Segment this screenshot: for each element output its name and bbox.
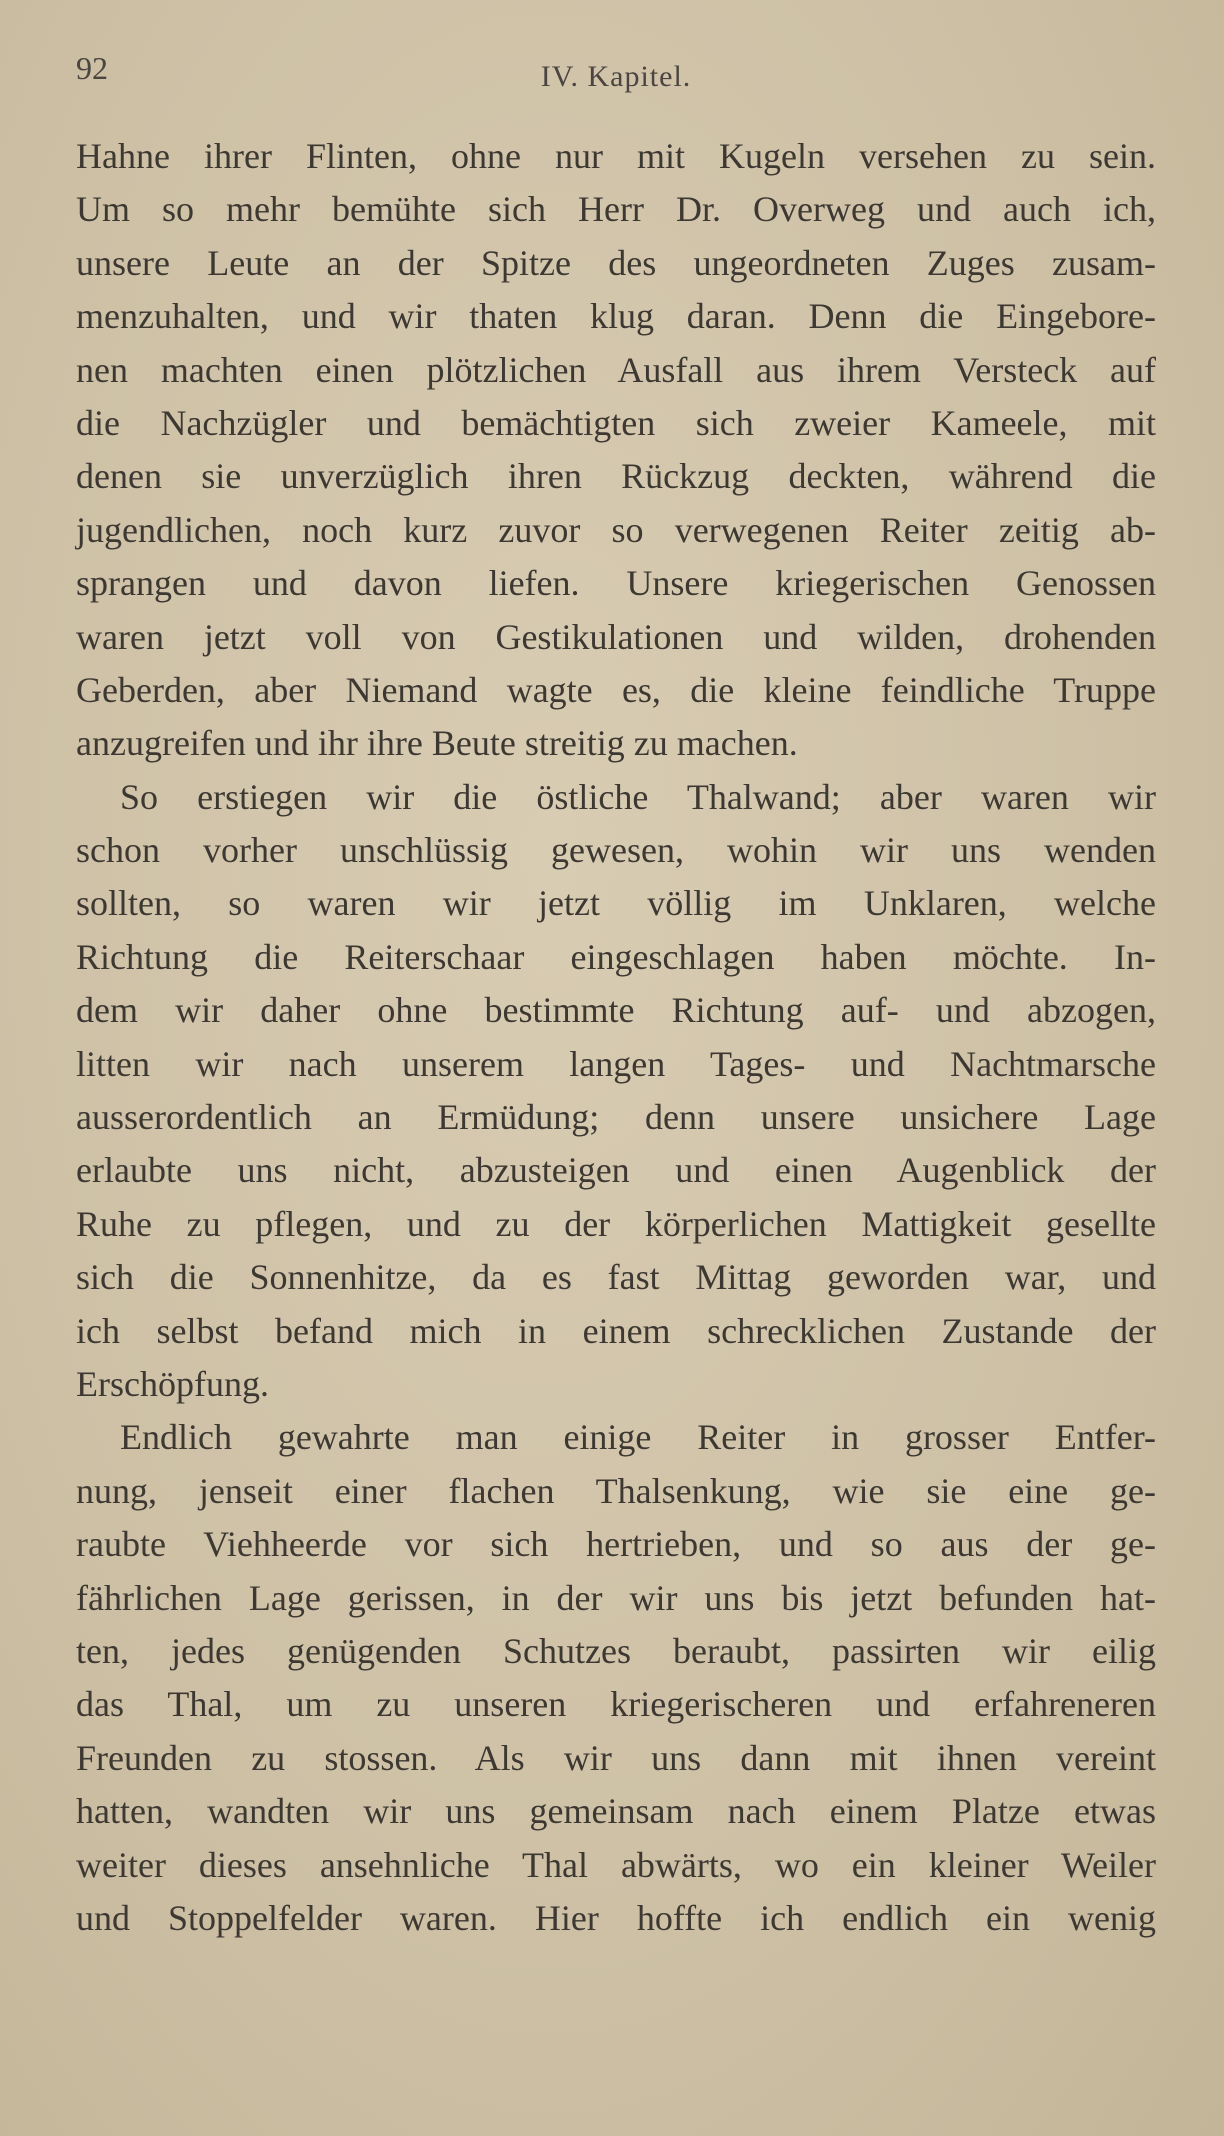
text-line: hatten, wandten wir uns gemeinsam nach einem Platze etwas (76, 1791, 1156, 1832)
text-line: raubte Viehheerde vor sich hertrieben, und so aus der ge- (76, 1524, 1156, 1565)
text-line: sprangen und davon liefen. Unsere kriegerischen Genossen (76, 563, 1156, 604)
text-line: fährlichen Lage gerissen, in der wir uns bis jetzt befunden hat- (76, 1577, 1156, 1618)
text-line: dem wir daher ohne bestimmte Richtung auf- und abzogen, (76, 990, 1156, 1031)
text-line: erlaubte uns nicht, abzusteigen und einen Augenblick der (76, 1150, 1156, 1191)
text-line: ich selbst befand mich in einem schrecklichen Zustande der (76, 1310, 1156, 1351)
text-line: nen machten einen plötzlichen Ausfall aus ihrem Versteck auf (76, 349, 1156, 390)
text-line: die Nachzügler und bemächtigten sich zweier Kameele, mit (76, 402, 1156, 443)
text-line: weiter dieses ansehnliche Thal abwärts, wo ein kleiner Weiler (76, 1844, 1156, 1885)
text-line: unsere Leute an der Spitze des ungeordneten Zuges zusam- (76, 242, 1156, 283)
text-line: Richtung die Reiterschaar eingeschlagen haben möchte. In- (76, 936, 1156, 977)
text-line: Ruhe zu pflegen, und zu der körperlichen Mattigkeit gesellte (76, 1203, 1156, 1244)
running-head (76, 50, 1156, 100)
text-line: Geberden, aber Niemand wagte es, die kleine feindliche Truppe (76, 669, 1156, 710)
text-line: menzuhalten, und wir thaten klug daran. Denn die Eingebore- (76, 296, 1156, 337)
text-line: ten, jedes genügenden Schutzes beraubt, passirten wir eilig (76, 1630, 1156, 1671)
text-line: Hahne ihrer Flinten, ohne nur mit Kugeln versehen zu sein. (76, 136, 1156, 176)
text-line: So erstiegen wir die östliche Thalwand; aber waren wir (120, 776, 1156, 817)
text-line: sollten, so waren wir jetzt völlig im Unklaren, welche (76, 883, 1156, 924)
text-line: waren jetzt voll von Gestikulationen und wilden, drohenden (76, 616, 1156, 657)
text-line: anzugreifen und ihr ihre Beute streitig zu machen. (76, 723, 798, 764)
text-line: das Thal, um zu unseren kriegerischeren und erfahreneren (76, 1684, 1156, 1725)
text-line: ausserordentlich an Ermüdung; denn unsere unsichere Lage (76, 1097, 1156, 1138)
text-line: denen sie unverzüglich ihren Rückzug deckten, während die (76, 456, 1156, 497)
text-line: Um so mehr bemühte sich Herr Dr. Overweg und auch ich, (76, 189, 1156, 230)
page-number: 92 (76, 50, 108, 86)
text-line: schon vorher unschlüssig gewesen, wohin wir uns wenden (76, 830, 1156, 871)
text-line: Freunden zu stossen. Als wir uns dann mit ihnen vereint (76, 1737, 1156, 1778)
paragraph (76, 130, 1156, 771)
text-line: nung, jenseit einer flachen Thalsenkung, wie sie eine ge- (76, 1470, 1156, 1511)
text-line: jugendlichen, noch kurz zuvor so verwegenen Reiter zeitig ab- (76, 509, 1156, 550)
text-line: Erschöpfung. (76, 1363, 269, 1404)
chapter-title: IV. Kapitel. (540, 60, 692, 93)
text-line: sich die Sonnenhitze, da es fast Mittag geworden war, und (76, 1257, 1156, 1298)
text-line: und Stoppelfelder waren. Hier hoffte ich endlich ein wenig (76, 1897, 1156, 1938)
text-line: litten wir nach unserem langen Tages- und Nachtmarsche (76, 1043, 1156, 1084)
body-text (76, 130, 1156, 1945)
paragraph (76, 1411, 1156, 1945)
text-line: Endlich gewahrte man einige Reiter in grosser Entfer- (120, 1417, 1156, 1458)
paragraph (76, 771, 1156, 1412)
